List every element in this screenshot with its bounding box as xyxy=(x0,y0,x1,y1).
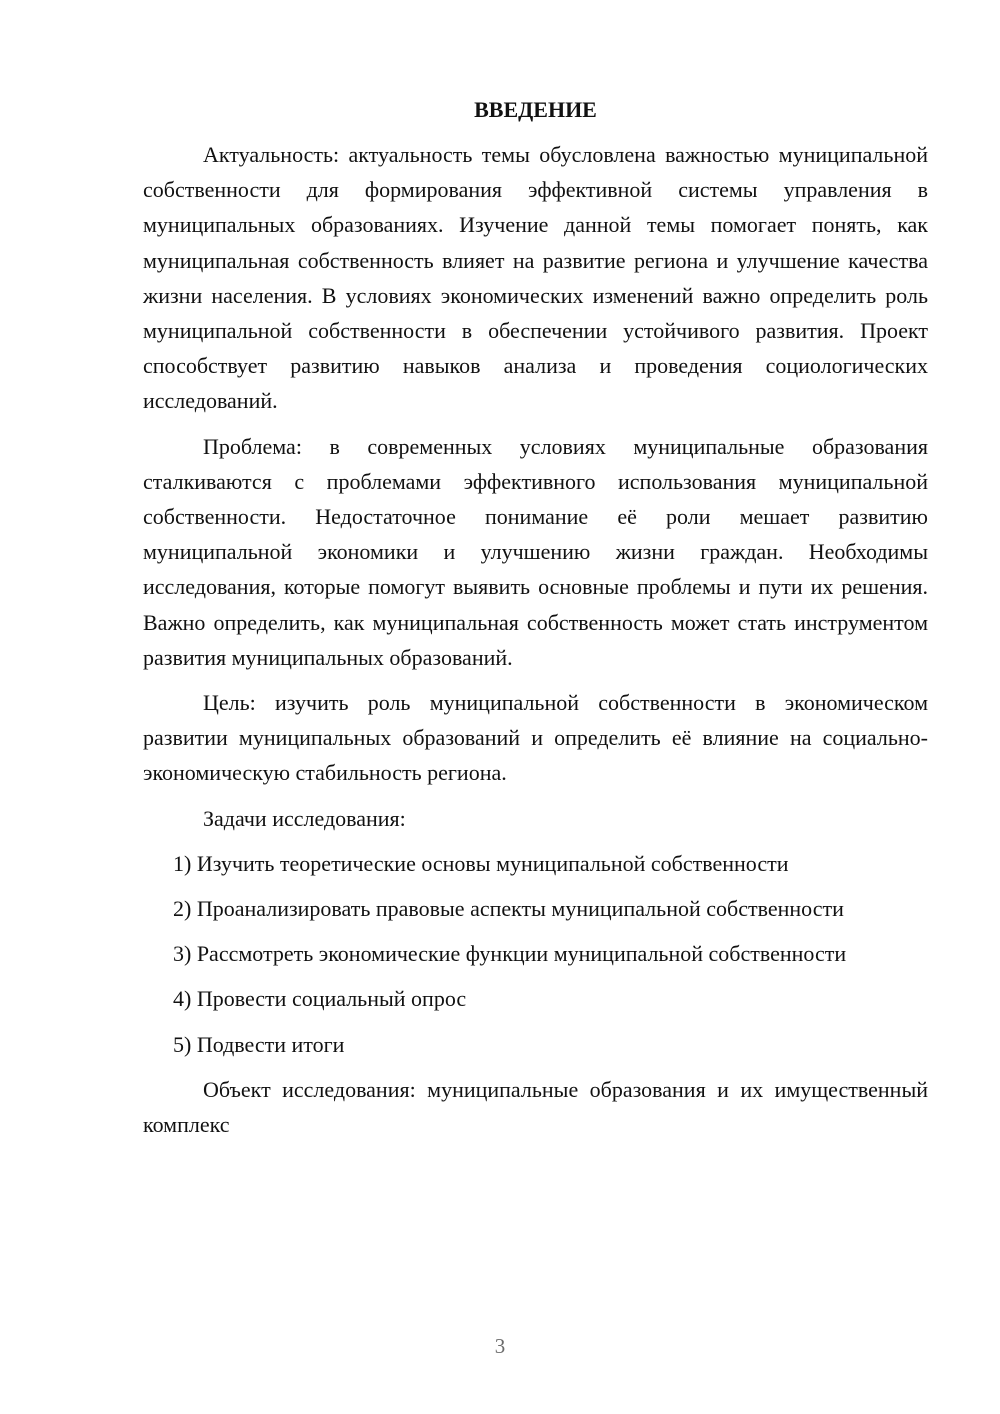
task-item: 2) Проанализировать правовые аспекты муниципальной собственности xyxy=(173,896,844,922)
section-heading: ВВЕДЕНИЕ xyxy=(474,97,597,122)
paragraph-relevance: Актуальность: актуальность темы обусловлена важностью муниципальной собственности для формирования эффективной системы управления в муниципальных образованиях. Изучение данной темы помогает понять, как муниципальная собственность влияет на развитие региона и улучшение качества жизни населения. В условиях экономических изменений важно определить роль муниципальной собственности в обеспечении устойчивого развития. Проект способствует развитию навыков анализа и проведения социологических исследований. xyxy=(143,142,928,414)
paragraph-object: Объект исследования: муниципальные образования и их имущественный комплекс xyxy=(143,1076,928,1138)
paragraph-problem: Проблема: в современных условиях муниципальные образования сталкиваются с проблемами эффективного использования муниципальной собственности. Недостаточное понимание её роли мешает развитию муниципальной экономики и улучшению жизни граждан. Необходимы исследования, которые помогут выявить основные проблемы и пути их решения. Важно определить, как муниципальная собственность может стать инструментом развития муниципальных образований. xyxy=(143,433,928,670)
task-item: 4) Провести социальный опрос xyxy=(173,986,467,1012)
paragraph-goal: Цель: изучить роль муниципальной собственности в экономическом развитии муниципальных образований и определить её влияние на социально-экономическую стабильность региона. xyxy=(143,690,928,786)
task-item: 3) Рассмотреть экономические функции муниципальной собственности xyxy=(173,941,847,967)
paragraph-tasks-intro: Задачи исследования: xyxy=(203,805,406,831)
task-item: 1) Изучить теоретические основы муниципальной собственности xyxy=(173,850,789,876)
task-item: 5) Подвести итоги xyxy=(173,1031,345,1057)
page-number: 3 xyxy=(494,1334,506,1358)
document-body xyxy=(143,92,928,1152)
